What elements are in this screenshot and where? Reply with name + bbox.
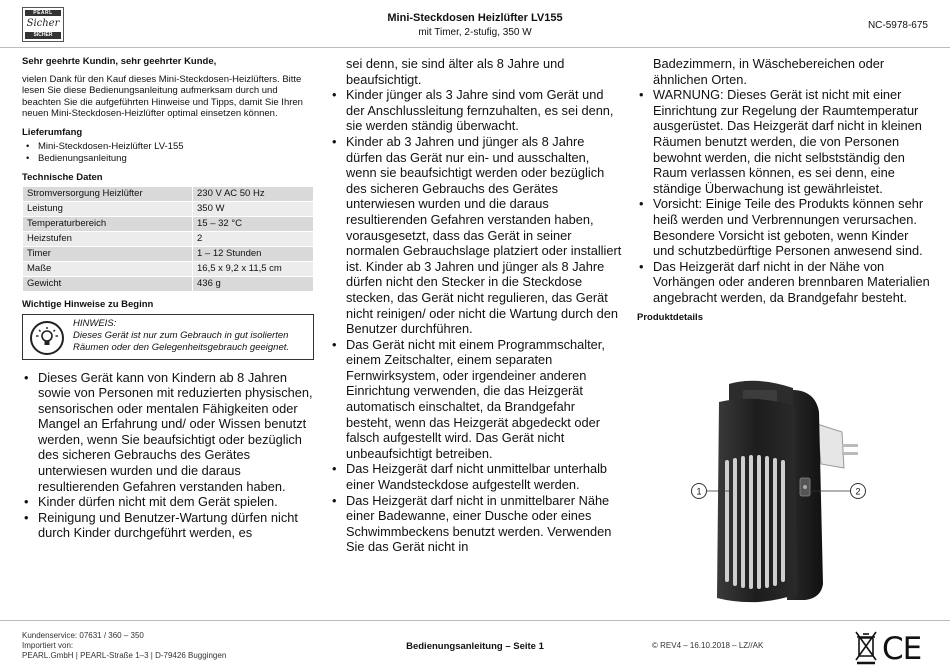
- importer-label: Importiert von:: [22, 641, 74, 650]
- callout-label: 2: [855, 486, 861, 497]
- revision-info: © REV4 – 16.10.2018 – LZ//AK: [652, 641, 764, 650]
- column-2: [330, 56, 622, 555]
- tech-heading: Technische Daten: [22, 171, 103, 183]
- product-image: [637, 372, 933, 620]
- continuation-text: Badezimmern, in Wäschebereichen oder ähnlichen Orten.: [653, 56, 885, 87]
- hint-text: Dieses Gerät ist nur zum Gebrauch in gut isolierten Räumen oder den Gelegenheitsgebrauch geeignet.: [73, 329, 290, 353]
- list-item: • Das Heizgerät darf nicht unmittelbar unterhalb einer Wandsteckdose aufgestellt werden.: [330, 461, 622, 492]
- list-item: • Kinder ab 3 Jahren und jünger als 8 Jahre dürfen das Gerät nur ein- und ausschalten, wenn sie beaufsichtigt werden oder bezüglich des sicheren Gebrauchs des Gerätes unterwiesen wurden und die daraus resultierenden Gefahren verstanden haben, vorausgesetzt, dass das Gerät in seiner normalen Gebrauchslage platziert oder installiert ist. Kinder ab 3 Jahren und jünger als 8 Jahre dürfen nicht den Stecker in die Steckdose stecken, das Gerät nicht regulieren, das Gerät nicht reinigen/ oder nicht die Wartung durch den Benutzer durchführen.: [330, 134, 622, 337]
- page-footer: [0, 620, 950, 671]
- page-number: Bedienungsanleitung – Seite 1: [406, 641, 544, 652]
- plug-pin: [842, 444, 858, 447]
- list-item: • Das Heizgerät darf nicht in der Nähe von Vorhängen oder anderen brennbaren Materialien angebracht werden, da Brandgefahr besteht.: [637, 259, 933, 306]
- list-item: • Kinder dürfen nicht mit dem Gerät spielen.: [22, 494, 314, 510]
- list-item: • Reinigung und Benutzer-Wartung dürfen nicht durch Kinder durchgeführt werden, es: [22, 510, 314, 541]
- scope-heading: Lieferumfang: [22, 126, 83, 138]
- tech-table: [22, 186, 314, 292]
- importer-address: PEARL.GmbH | PEARL-Straße 1–3 | D-79426 Buggingen: [22, 651, 227, 660]
- table-row: Timer 1 – 12 Stunden: [23, 246, 314, 261]
- safety-list-1: [22, 370, 314, 542]
- plug-base: [817, 424, 844, 468]
- greeting: Sehr geehrte Kundin, sehr geehrter Kunde,: [22, 56, 217, 67]
- table-row: Stromversorgung Heizlüfter 230 V AC 50 Hz: [23, 186, 314, 201]
- list-item: • Das Gerät nicht mit einem Programmschalter, einem Zeitschalter, einem separaten Fernwirksystem, oder irgendeiner anderen Einrichtung verwenden, die das Heizgerät automatisch einschaltet, da Brandgefahr besteht, wenn das Heizgerät abgedeckt oder falsch aufgestellt wird. Das Gerät nicht unbeaufsichtigt betreiben.: [330, 337, 622, 462]
- column-1: [22, 56, 314, 541]
- product-heading: Produktdetails: [637, 311, 703, 323]
- safety-list-2: [330, 87, 622, 555]
- hint-text-block: [73, 318, 309, 354]
- brand-logo: PEARL Sicher SICHER: [22, 7, 64, 42]
- list-item: • Das Heizgerät darf nicht in unmittelbarer Nähe einer Badewanne, einer Dusche oder eines Schwimmbeckens benutzt werden. Verwenden Sie das Gerät nicht in: [330, 493, 622, 555]
- table-row: Heizstufen 2: [23, 231, 314, 246]
- hint-box: [22, 314, 314, 360]
- list-item: • Vorsicht: Einige Teile des Produkts können sehr heiß werden und Verbrennungen verursachen. Besondere Vorsicht ist geboten, wenn Kinder und schutzbedürftige Personen anwesend sind.: [637, 196, 933, 258]
- notes-heading: Wichtige Hinweise zu Beginn: [22, 298, 154, 310]
- table-row: Temperaturbereich 15 – 32 °C: [23, 216, 314, 231]
- page-header: [0, 0, 950, 48]
- column-3: [637, 56, 933, 323]
- product-code: NC-5978-675: [867, 20, 928, 31]
- table-row: Gewicht 436 g: [23, 276, 314, 291]
- weee-bin-icon: [856, 632, 876, 663]
- list-item: • Dieses Gerät kann von Kindern ab 8 Jahren sowie von Personen mit reduzierten physischen, sensorischen oder mentalen Fähigkeiten oder Mangel an Erfahrung und/ oder Wissen benutzt werden, wenn Sie beaufsichtigt oder bezüglich des sicheren Gebrauchs des Gerätes unterwiesen wurden und die daraus resultierenden Gefahren verstanden haben.: [22, 370, 314, 495]
- list-item: • Kinder jünger als 3 Jahre sind vom Gerät und der Anschlussleitung fernzuhalten, es sei denn, sie werden ständig überwacht.: [330, 87, 622, 134]
- document-title: Mini-Steckdosen Heizlüfter LV155: [387, 12, 563, 24]
- ce-mark-icon: CE: [882, 631, 922, 665]
- customer-service: Kundenservice: 07631 / 360 – 350: [22, 631, 144, 640]
- safety-list-3: [637, 87, 933, 305]
- document-subtitle: mit Timer, 2-stufig, 350 W: [418, 27, 532, 38]
- continuation-text: sei denn, sie sind älter als 8 Jahre und beaufsichtigt.: [346, 56, 565, 87]
- callout-label: 1: [696, 486, 702, 497]
- table-row: Maße 16,5 x 9,2 x 11,5 cm: [23, 261, 314, 276]
- lightbulb-icon: [30, 321, 64, 355]
- list-item: • WARNUNG: Dieses Gerät ist nicht mit einer Einrichtung zur Regelung der Raumtemperatur ausgerüstet. Das Heizgerät darf nicht in kleinen Räumen benutzt werden, die von Personen bewohnt werden, die nicht selbstständig den Raum verlassen können, es sei denn, eine ständige Überwachung ist gewährleistet.: [637, 87, 933, 196]
- hint-title: HINWEIS:: [73, 317, 117, 329]
- list-item: • Mini-Steckdosen-Heizlüfter LV-155: [22, 141, 314, 153]
- intro-text: vielen Dank für den Kauf dieses Mini-Steckdosen-Heizlüfters. Bitte lesen Sie diese Bedienungsanleitung aufmerksam durch und beachten Sie die aufgeführten Hinweise und Tipps, damit Sie Ihren neuen Mini-Steckdosen-Heizlüfter optimal einsetzen können.: [22, 73, 303, 119]
- list-item: • Bedienungsanleitung: [22, 153, 314, 165]
- scope-list: [22, 141, 314, 165]
- certification-marks: [855, 629, 931, 670]
- plug-pin: [842, 452, 858, 455]
- table-row: Leistung 350 W: [23, 201, 314, 216]
